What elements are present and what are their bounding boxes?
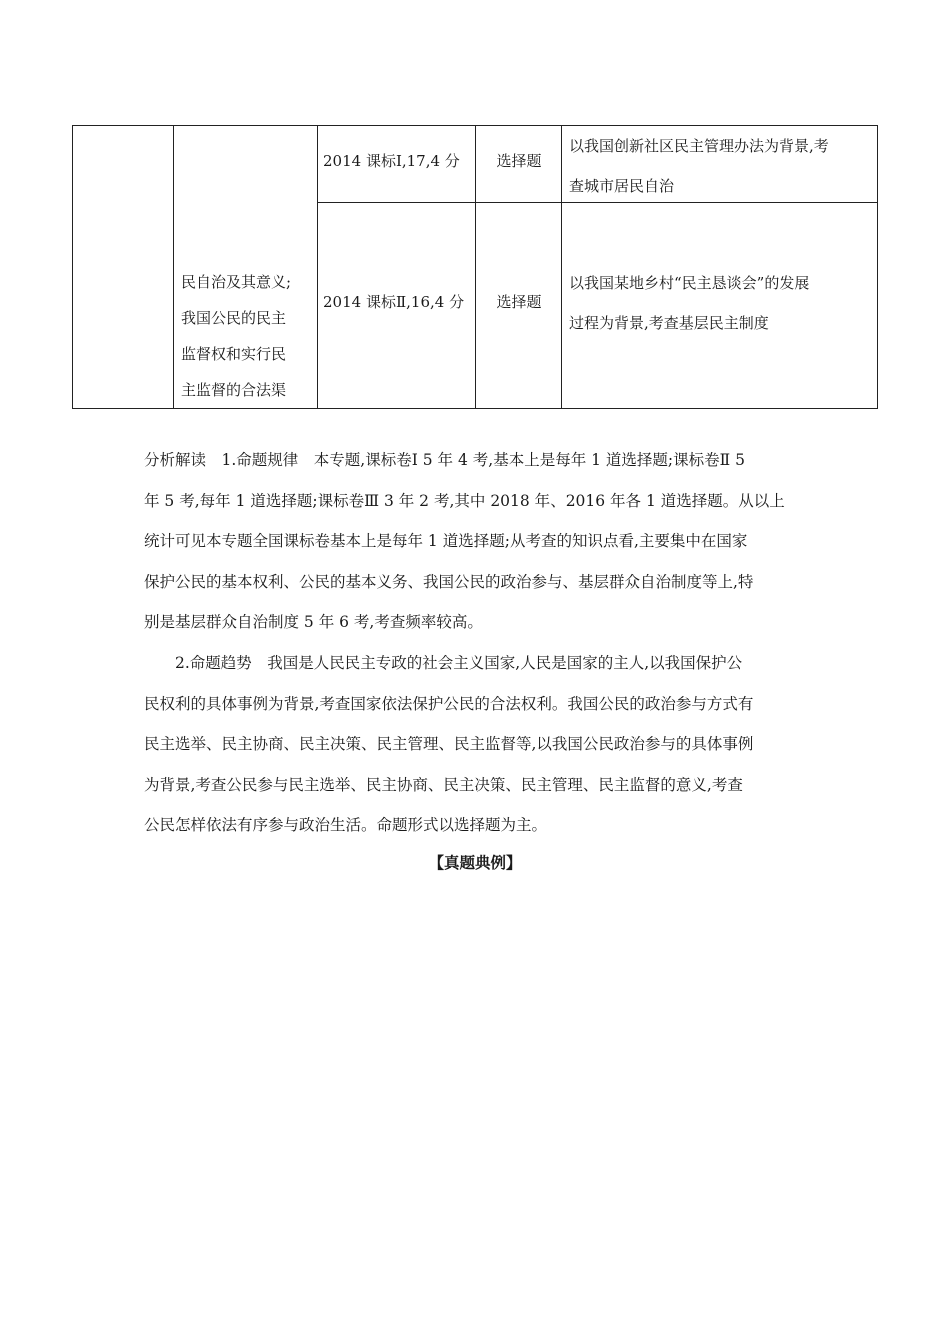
exam-statistics-table bbox=[72, 125, 878, 409]
question-type-cell: 选择题 bbox=[496, 293, 542, 311]
analysis-cell: 以我国创新社区民主管理办法为背景,考 查城市居民自治 bbox=[569, 137, 829, 195]
question-type-cell: 选择题 bbox=[496, 152, 542, 170]
section-heading: 【真题典例】 bbox=[428, 853, 522, 872]
table-column-divider bbox=[173, 126, 174, 408]
table-column-divider bbox=[475, 126, 476, 408]
analysis-paragraph-1: 分析解读 1.命题规律 本专题,课标卷Ⅰ 5 年 4 考,基本上是每年 1 道选择题;课标卷Ⅱ 5 年 5 考,每年 1 道选择题;课标卷Ⅲ 3 年 2 考,其中 2018 年、2016 年各 1 道选择题。从以上 统计可见本专题全国课标卷基本上是每年 1 道选择题;从考查的知识点看,主要集中在国家 保护公民的基本权利、公民的基本义务、我国公民的政治参与、基层群众自治制度等上,特 别是基层群众自治制度 5 年 6 考,考查频率较高。 bbox=[144, 451, 785, 631]
source-cell: 2014 课标Ⅰ,17,4 分 bbox=[323, 152, 460, 170]
analysis-paragraph-2: 2.命题趋势 我国是人民民主专政的社会主义国家,人民是国家的主人,以我国保护公 民权利的具体事例为背景,考查国家依法保护公民的合法权利。我国公民的政治参与方式有 民主选举、民主协商、民主决策、民主管理、民主监督等,以我国公民政治参与的具体事例 为背景,考查公民参与民主选举、民主协商、民主决策、民主管理、民主监督的意义,考查 公民怎样依法有序参与政治生活。命题形式以选择题为主。 bbox=[144, 654, 754, 834]
table-column-divider bbox=[561, 126, 562, 408]
topic-cell: 民自治及其意义; 我国公民的民主 监督权和实行民 主监督的合法渠 bbox=[181, 273, 292, 399]
table-column-divider bbox=[317, 126, 318, 408]
analysis-cell: 以我国某地乡村“民主恳谈会”的发展 过程为背景,考查基层民主制度 bbox=[569, 274, 810, 332]
source-cell: 2014 课标Ⅱ,16,4 分 bbox=[323, 293, 465, 311]
